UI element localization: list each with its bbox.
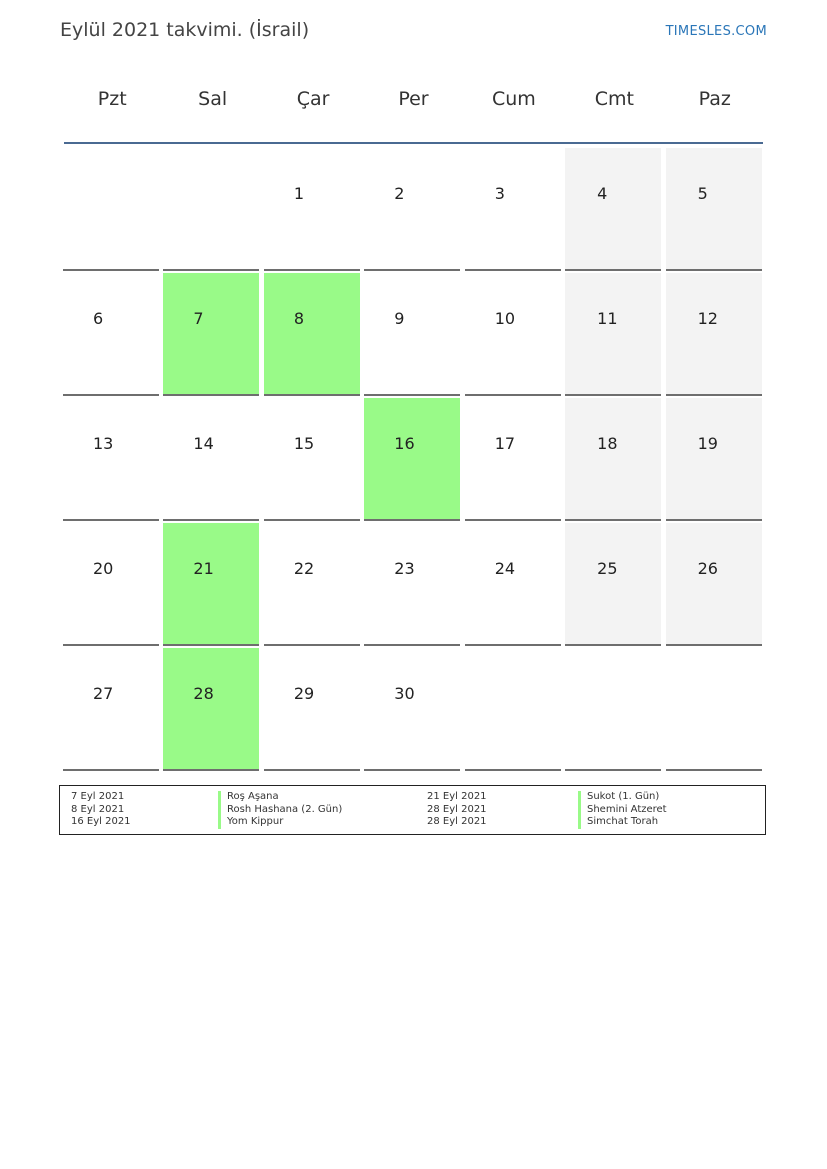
day-cell[interactable] [666,148,762,271]
day-number: 18 [597,434,618,453]
legend-holiday-name: Shemini Atzeret [578,804,667,817]
day-number: 3 [494,184,505,203]
day-cell[interactable] [666,523,762,646]
day-number: 25 [597,559,618,578]
day-number: 16 [394,434,415,453]
day-cell[interactable] [264,648,360,771]
legend-date: 7 Eyl 2021 [71,791,125,802]
day-cell[interactable] [465,148,561,271]
day-number: 15 [293,434,315,453]
legend-date: 16 Eyl 2021 [71,816,131,827]
day-cell[interactable] [264,148,360,271]
day-cell[interactable] [63,398,159,521]
legend-holiday-name: Rosh Hashana (2. Gün) [218,804,342,817]
day-number: 7 [193,309,204,328]
day-cell[interactable] [465,398,561,521]
legend-holiday-name: Roş Aşana [218,791,342,804]
day-cell[interactable] [264,523,360,646]
day-cell[interactable] [63,523,159,646]
day-number: 11 [597,309,618,328]
day-cell[interactable] [666,273,762,396]
day-number: 29 [293,684,315,703]
day-number: 12 [697,309,718,328]
day-cell[interactable] [364,273,460,396]
legend-names-left [218,791,342,829]
holiday-day-cell[interactable] [163,523,259,646]
day-number: 23 [394,559,415,578]
day-number: 8 [293,309,305,328]
day-number: 27 [93,684,114,703]
brand-link[interactable]: TIMESLES.COM [665,24,767,39]
day-cell[interactable] [565,148,661,271]
day-cell[interactable] [565,523,661,646]
day-number: 9 [394,309,405,328]
empty-day-cell [465,648,561,771]
day-number: 21 [193,559,214,578]
day-cell[interactable] [465,273,561,396]
day-number: 1 [293,184,305,203]
empty-day-cell [163,148,259,271]
weekday-header-row [62,88,765,120]
weekday-header: Per [398,88,429,110]
day-number: 5 [697,184,708,203]
day-number: 22 [293,559,315,578]
legend-date: 21 Eyl 2021 [427,791,487,802]
day-number: 28 [193,684,214,703]
weekday-header: Cum [491,88,536,110]
day-number: 13 [93,434,114,453]
legend-holiday-name: Sukot (1. Gün) [578,791,667,804]
day-number: 10 [494,309,516,328]
day-number: 6 [93,309,104,328]
day-cell[interactable] [565,398,661,521]
day-cell[interactable] [666,398,762,521]
weekday-header: Sal [198,88,228,110]
legend-dates-left [71,791,131,829]
day-number: 24 [494,559,516,578]
day-cell[interactable] [264,398,360,521]
day-cell[interactable] [565,273,661,396]
day-cell[interactable] [364,523,460,646]
legend-dates-right [427,791,487,829]
holiday-legend [59,785,766,835]
day-cell[interactable] [163,398,259,521]
day-number: 20 [93,559,114,578]
day-number: 26 [697,559,718,578]
day-number: 4 [597,184,608,203]
weekday-header: Pzt [97,88,127,110]
day-cell[interactable] [63,648,159,771]
empty-day-cell [666,648,762,771]
day-number: 30 [394,684,415,703]
day-number: 14 [193,434,214,453]
legend-date: 28 Eyl 2021 [427,803,487,815]
page-title: Eylül 2021 takvimi. (İsrail) [60,19,310,41]
day-cell[interactable] [63,273,159,396]
day-number: 17 [494,434,516,453]
empty-day-cell [63,148,159,271]
weekday-header: Paz [698,88,731,110]
empty-day-cell [565,648,661,771]
day-cell[interactable] [364,148,460,271]
legend-names-right [578,791,667,829]
legend-date: 28 Eyl 2021 [427,816,487,827]
weekday-header: Çar [296,88,330,110]
legend-holiday-name: Yom Kippur [218,816,342,829]
holiday-day-cell[interactable] [163,648,259,771]
holiday-day-cell[interactable] [163,273,259,396]
weekday-header: Cmt [594,88,634,110]
day-cell[interactable] [465,523,561,646]
day-number: 2 [394,184,405,203]
day-number: 19 [697,434,718,453]
legend-date: 8 Eyl 2021 [71,803,125,815]
day-cell[interactable] [364,648,460,771]
header-divider [64,142,763,144]
legend-holiday-name: Simchat Torah [578,816,667,829]
holiday-day-cell[interactable] [264,273,360,396]
holiday-day-cell[interactable] [364,398,460,521]
